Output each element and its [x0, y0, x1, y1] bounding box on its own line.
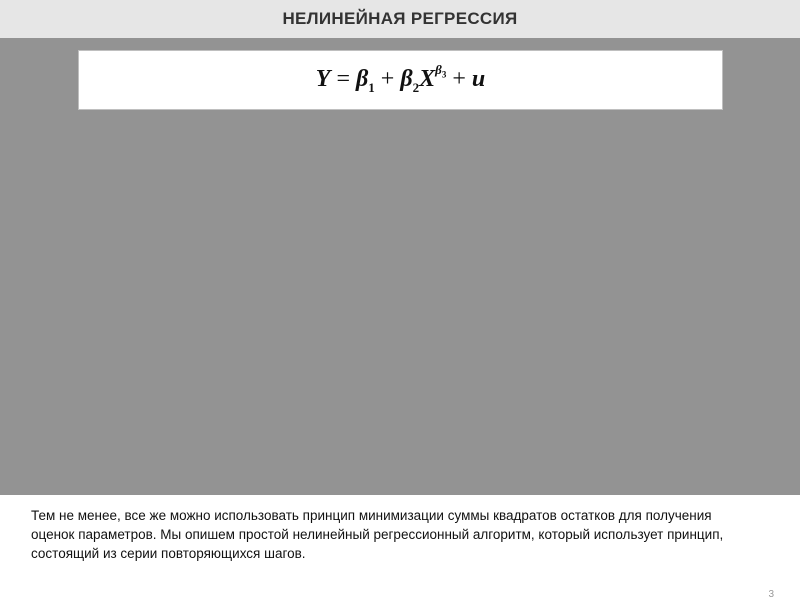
formula-equals: =	[336, 65, 350, 92]
formula-sub2: 2	[412, 79, 420, 95]
formula-x: X	[419, 65, 436, 92]
formula-u: u	[471, 65, 486, 92]
title-bar	[0, 0, 800, 39]
caption-text: Тем не менее, все же можно использовать принцип минимизации суммы квадратов остатков для получения оценок параметров. Мы опишем простой нелинейный регрессионный алгоритм, который использует принцип, состоящий из серии повторяющихся шагов.	[31, 508, 724, 561]
formula-beta1: β	[355, 65, 369, 92]
formula-beta2: β	[400, 65, 413, 92]
formula-y: Y	[315, 65, 331, 92]
regression-formula	[315, 61, 486, 96]
page-number: 3	[768, 589, 774, 600]
slide-title: НЕЛИНЕЙНАЯ РЕГРЕССИЯ	[282, 9, 518, 28]
formula-sub1: 1	[368, 79, 375, 95]
formula-box	[78, 50, 723, 110]
formula-plus1: +	[380, 65, 395, 92]
formula-sup-sub: 3	[441, 69, 447, 80]
formula-sup-beta: β	[435, 61, 442, 77]
formula-plus2: +	[452, 65, 466, 92]
